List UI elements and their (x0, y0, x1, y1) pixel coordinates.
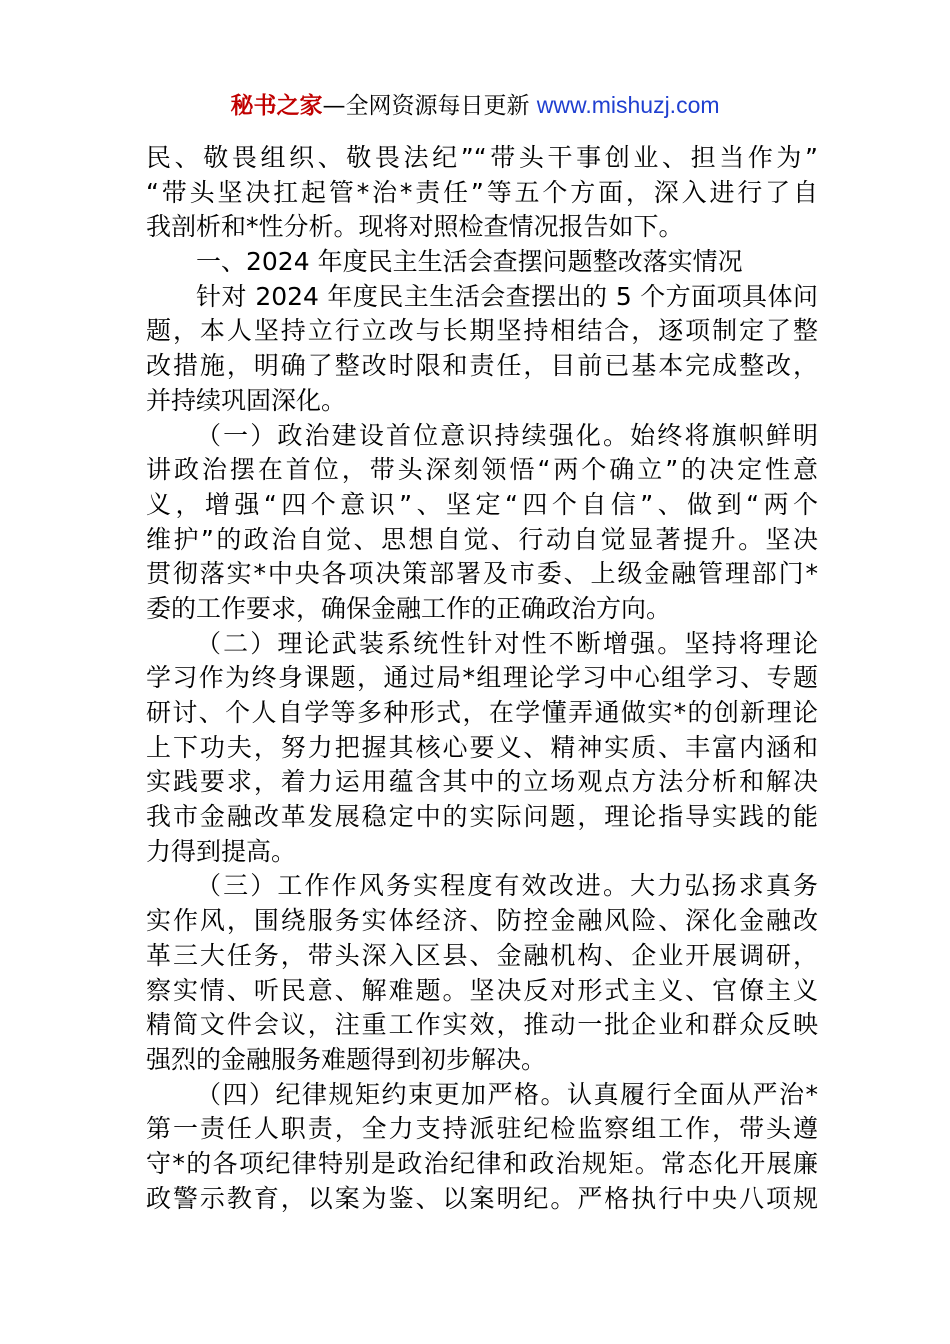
text-line: 察实情、听民意、解难题。坚决反对形式主义、官僚主义 (146, 975, 818, 1005)
text-line: 讲政治摆在首位，带头深刻领悟“两个确立”的决定性意 (146, 455, 818, 485)
text-line: （二）理论武装系统性针对性不断增强。坚持将理论 (196, 628, 818, 658)
text-line: （四）纪律规矩约束更加严格。认真履行全面从严治* (196, 1079, 818, 1109)
text-line: 义，增强“四个意识”、坚定“四个自信”、做到“两个 (146, 489, 818, 519)
text-line: （一）政治建设首位意识持续强化。始终将旗帜鲜明 (196, 420, 818, 450)
text-line: 革三大任务，带头深入区县、金融机构、企业开展调研， (146, 940, 818, 970)
document-body (146, 141, 818, 1216)
text-line: 力得到提高。 (146, 836, 297, 866)
site-header (0, 88, 950, 123)
text-line: 第一责任人职责，全力支持派驻纪检监察组工作，带头遵 (146, 1114, 818, 1144)
text-line: 我市金融改革发展稳定中的实际问题，理论指导实践的能 (146, 802, 818, 832)
text-line: 委的工作要求，确保金融工作的正确政治方向。 (146, 593, 672, 623)
text-line: 学习作为终身课题，通过局*组理论学习中心组学习、专题 (146, 663, 818, 693)
section-heading: 一、2024 年度民主生活会查摆问题整改落实情况 (196, 247, 743, 277)
text-line: 强烈的金融服务难题得到初步解决。 (146, 1044, 547, 1074)
text-line: 守*的各项纪律特别是政治纪律和政治规矩。常态化开展廉 (146, 1148, 818, 1178)
text-line: 改措施，明确了整改时限和责任，目前已基本完成整改， (146, 351, 818, 381)
text-line: 实践要求，着力运用蕴含其中的立场观点方法分析和解决 (146, 767, 818, 797)
site-brand: 秘书之家 (230, 93, 323, 119)
text-line: “带头坚决扛起管*治*责任”等五个方面，深入进行了自 (146, 177, 818, 207)
text-line: 政警示教育，以案为鉴、以案明纪。严格执行中央八项规 (146, 1183, 818, 1213)
site-url-link[interactable]: www.mishuzj.com (536, 92, 720, 118)
text-line: 上下功夫，努力把握其核心要义、精神实质、丰富内涵和 (146, 732, 818, 762)
site-tagline: —全网资源每日更新 (322, 93, 537, 119)
text-line: 贯彻落实*中央各项决策部署及市委、上级金融管理部门* (146, 559, 818, 589)
text-line: 题，本人坚持立行立改与长期坚持相结合，逐项制定了整 (146, 316, 818, 346)
text-line: 精简文件会议，注重工作实效，推动一批企业和群众反映 (146, 1010, 818, 1040)
text-line: 研讨、个人自学等多种形式，在学懂弄通做实*的创新理论 (146, 698, 818, 727)
text-line: 民、敬畏组织、敬畏法纪”“带头干事创业、担当作为” (146, 143, 818, 172)
text-line: 并持续巩固深化。 (146, 385, 347, 415)
text-line: （三）工作作风务实程度有效改进。大力弘扬求真务 (196, 871, 818, 901)
text-line: 维护”的政治自觉、思想自觉、行动自觉显著提升。坚决 (146, 524, 818, 554)
text-line: 我剖析和*性分析。现将对照检查情况报告如下。 (146, 212, 684, 242)
text-line: 针对 2024 年度民主生活会查摆出的 5 个方面项具体问 (196, 281, 818, 311)
text-line: 实作风，围绕服务实体经济、防控金融风险、深化金融改 (146, 906, 818, 936)
